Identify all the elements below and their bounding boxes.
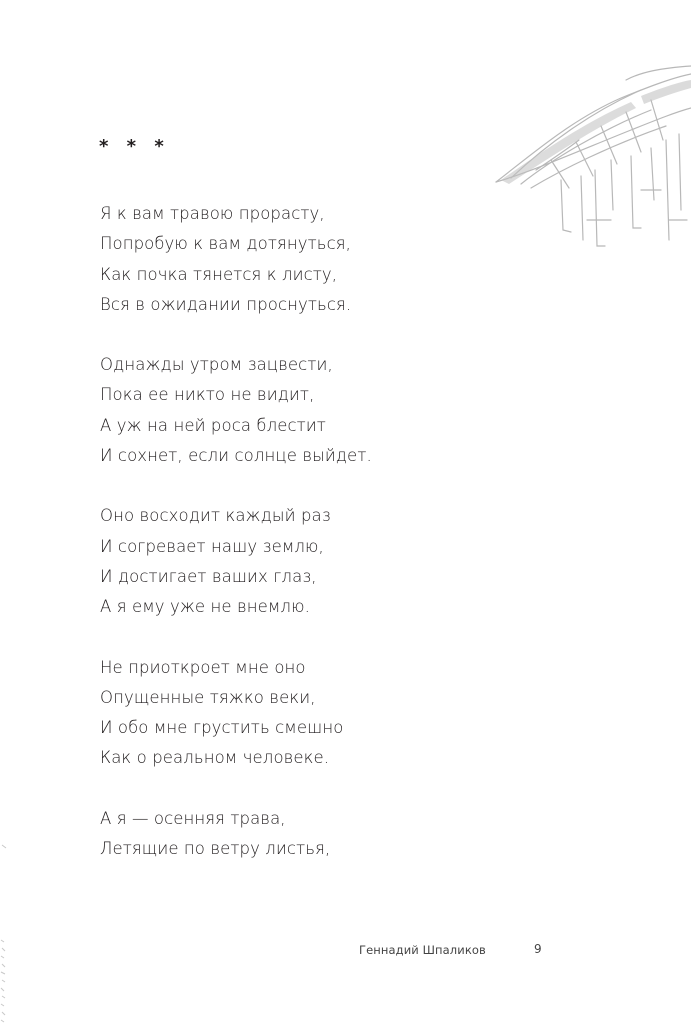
poem-line: Не приоткроет мне оно <box>100 657 306 677</box>
stanza <box>100 199 620 320</box>
section-ornament: * * * <box>99 136 170 157</box>
poem-line: Вся в ожидании проснуться. <box>100 294 352 314</box>
edge-sketch-icon <box>0 830 12 1030</box>
poem-line: Пока ее никто не видит, <box>100 385 315 405</box>
poem-line: И сохнет, если солнце выйдет. <box>100 446 372 466</box>
poem-line: Однажды утром зацвести, <box>100 355 333 375</box>
stanza <box>100 501 620 622</box>
poem-line: Как о реальном человеке. <box>100 748 330 768</box>
poem-line: Попробую к вам дотянуться, <box>100 234 351 254</box>
poem-line: И согревает нашу землю, <box>100 536 324 556</box>
stanza <box>100 804 620 865</box>
poem-line: Я к вам травою прорасту, <box>100 204 325 223</box>
poem-line: Опущенные тяжко веки, <box>100 687 316 707</box>
stanza <box>100 653 620 774</box>
poem-line: Летящие по ветру листья, <box>100 839 331 859</box>
poem-line: А я ему уже не внемлю. <box>100 597 310 617</box>
poem-line: И достигает ваших глаз, <box>100 566 317 586</box>
stanza <box>100 350 620 471</box>
poem-line: Оно восходит каждый раз <box>100 506 331 526</box>
poem <box>100 199 620 894</box>
poem-line: А я — осенняя трава, <box>100 808 286 828</box>
poem-line: И обо мне грустить смешно <box>100 718 344 738</box>
page-number: 9 <box>534 942 542 956</box>
poem-line: А уж на ней роса блестит <box>100 415 326 435</box>
poem-line: Как почка тянется к листу, <box>100 264 338 284</box>
running-footer-author: Геннадий Шпаликов <box>359 943 486 957</box>
